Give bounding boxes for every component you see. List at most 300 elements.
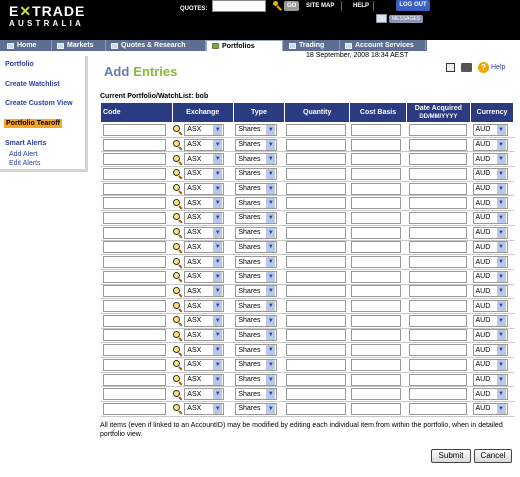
currency-select[interactable] [473, 329, 508, 341]
currency-value: AUD [475, 302, 491, 310]
exchange-cell [172, 343, 233, 358]
col-quantity: Quantity [284, 103, 349, 123]
magnifier-icon[interactable] [173, 272, 182, 281]
date-cell [406, 358, 470, 373]
exchange-select[interactable] [184, 241, 224, 253]
chevron-down-icon: ▼ [214, 273, 221, 280]
type-value: Shares [238, 214, 261, 222]
chevron-down-icon: ▼ [267, 391, 274, 398]
currency-select[interactable] [473, 344, 508, 356]
currency-select[interactable] [473, 271, 508, 283]
cost-basis-input[interactable] [351, 388, 401, 400]
currency-select[interactable] [473, 227, 508, 239]
code-input[interactable] [103, 256, 166, 268]
code-cell [101, 387, 173, 402]
code-cell [101, 181, 173, 196]
date-acquired-input[interactable] [409, 359, 467, 371]
exchange-cell [172, 284, 233, 299]
currency-value: AUD [475, 273, 491, 281]
date-acquired-input[interactable] [409, 124, 467, 136]
quantity-input[interactable] [286, 227, 346, 239]
quantity-input[interactable] [286, 241, 346, 253]
currency-select[interactable] [473, 212, 508, 224]
type-select[interactable] [235, 285, 277, 297]
account-services-icon [345, 43, 352, 49]
quantity-cell [284, 299, 349, 314]
exchange-select[interactable] [184, 315, 224, 327]
currency-value: AUD [475, 243, 491, 251]
exchange-select[interactable] [184, 329, 224, 341]
magnifier-icon[interactable] [173, 258, 182, 267]
type-cell [233, 299, 284, 314]
date-acquired-input[interactable] [409, 329, 467, 341]
chevron-down-icon: ▼ [498, 303, 504, 310]
table-row [101, 402, 514, 417]
date-acquired-input[interactable] [409, 227, 467, 239]
date-cell [406, 284, 470, 299]
type-select[interactable] [235, 197, 277, 209]
code-input[interactable] [103, 168, 166, 180]
currency-value: AUD [475, 126, 491, 134]
exchange-select[interactable] [184, 168, 224, 180]
code-input[interactable] [103, 212, 166, 224]
magnifier-icon[interactable] [173, 169, 182, 178]
datetime: 18 September, 2008 18:34 AEST [306, 52, 409, 59]
code-input[interactable] [103, 139, 166, 151]
quantity-input[interactable] [286, 388, 346, 400]
chevron-down-icon: ▼ [267, 141, 274, 148]
quantity-input[interactable] [286, 344, 346, 356]
sidebar-item-create-watchlist[interactable]: Create Watchlist [5, 81, 60, 88]
type-cell [233, 152, 284, 167]
currency-select[interactable] [473, 315, 508, 327]
magnifier-icon[interactable] [173, 184, 182, 193]
date-acquired-input[interactable] [409, 197, 467, 209]
quantity-input[interactable] [286, 139, 346, 151]
code-input[interactable] [103, 329, 166, 341]
sidebar-item-add-alert[interactable]: Add Alert [9, 151, 38, 158]
date-acquired-input[interactable] [409, 139, 467, 151]
currency-select[interactable] [473, 139, 508, 151]
type-value: Shares [238, 185, 261, 193]
currency-cell [471, 313, 514, 328]
date-acquired-input[interactable] [409, 315, 467, 327]
quantity-input[interactable] [286, 197, 346, 209]
type-cell [233, 328, 284, 343]
type-select[interactable] [235, 153, 277, 165]
exchange-select[interactable] [184, 183, 224, 195]
date-cell [406, 255, 470, 270]
exchange-select[interactable] [184, 300, 224, 312]
date-acquired-input[interactable] [409, 300, 467, 312]
quantity-input[interactable] [286, 300, 346, 312]
exchange-value: ASX [187, 214, 202, 222]
magnifier-icon[interactable] [173, 302, 182, 311]
chevron-down-icon: ▼ [267, 185, 274, 192]
cost-basis-input[interactable] [351, 374, 401, 386]
cost-basis-input[interactable] [351, 271, 401, 283]
quotes-input[interactable] [212, 0, 266, 12]
magnifier-icon[interactable] [173, 140, 182, 149]
tab-quotes-research[interactable] [106, 40, 206, 51]
cost-basis-input[interactable] [351, 183, 401, 195]
type-cell [233, 196, 284, 211]
quantity-input[interactable] [286, 183, 346, 195]
type-select[interactable] [235, 315, 277, 327]
date-cell [406, 372, 470, 387]
magnifier-icon[interactable] [173, 213, 182, 222]
chevron-down-icon: ▼ [267, 126, 274, 133]
type-cell [233, 167, 284, 182]
currency-select[interactable] [473, 124, 508, 136]
magnifier-icon[interactable] [173, 390, 182, 399]
chevron-down-icon: ▼ [214, 317, 221, 324]
date-acquired-input[interactable] [409, 183, 467, 195]
cost-basis-input[interactable] [351, 403, 401, 415]
type-select[interactable] [235, 374, 277, 386]
title-add: Add [104, 64, 130, 79]
type-value: Shares [238, 229, 261, 237]
exchange-cell [172, 328, 233, 343]
exchange-select[interactable] [184, 359, 224, 371]
exchange-select[interactable] [184, 212, 224, 224]
cost-basis-input[interactable] [351, 315, 401, 327]
chevron-down-icon: ▼ [267, 361, 274, 368]
code-cell [101, 211, 173, 226]
magnifier-icon[interactable] [173, 346, 182, 355]
header-bar [0, 0, 520, 40]
cost-basis-input[interactable] [351, 124, 401, 136]
date-cell [406, 402, 470, 417]
date-cell [406, 299, 470, 314]
date-acquired-input[interactable] [409, 153, 467, 165]
table-row [101, 152, 514, 167]
exchange-select[interactable] [184, 197, 224, 209]
tab-home[interactable] [2, 40, 52, 51]
etrade-logo[interactable] [9, 4, 85, 29]
type-cell [233, 269, 284, 284]
tab-portfolios[interactable] [206, 40, 283, 51]
table-row [101, 387, 514, 402]
cost-basis-input[interactable] [351, 227, 401, 239]
code-cell [101, 328, 173, 343]
tab-label: Account Services [355, 42, 414, 49]
messages-icon [376, 14, 387, 23]
type-select[interactable] [235, 359, 277, 371]
date-acquired-input[interactable] [409, 241, 467, 253]
exchange-select[interactable] [184, 271, 224, 283]
quantity-cell [284, 196, 349, 211]
code-input[interactable] [103, 183, 166, 195]
type-select[interactable] [235, 329, 277, 341]
type-select[interactable] [235, 139, 277, 151]
messages-button[interactable] [376, 13, 423, 24]
magnifier-icon[interactable] [173, 404, 182, 413]
pdf-icon[interactable] [446, 63, 455, 72]
type-value: Shares [238, 170, 261, 178]
currency-select[interactable] [473, 241, 508, 253]
sidebar-item-portfolio[interactable]: Portfolio [5, 61, 34, 68]
quantity-input[interactable] [286, 329, 346, 341]
type-select[interactable] [235, 388, 277, 400]
code-input[interactable] [103, 271, 166, 283]
date-acquired-input[interactable] [409, 388, 467, 400]
logout-button[interactable]: LOG OUT [396, 0, 430, 11]
entries-table [100, 102, 514, 417]
type-select[interactable] [235, 344, 277, 356]
tab-account-services[interactable] [340, 40, 426, 51]
cost-basis-input[interactable] [351, 329, 401, 341]
exchange-value: ASX [187, 155, 202, 163]
quantity-input[interactable] [286, 403, 346, 415]
code-input[interactable] [103, 374, 166, 386]
currency-select[interactable] [473, 256, 508, 268]
chevron-down-icon: ▼ [214, 200, 221, 207]
date-acquired-input[interactable] [409, 212, 467, 224]
code-input[interactable] [103, 285, 166, 297]
currency-select[interactable] [473, 197, 508, 209]
cost-basis-input[interactable] [351, 197, 401, 209]
chevron-down-icon: ▼ [214, 405, 221, 412]
exchange-cell [172, 196, 233, 211]
date-acquired-input[interactable] [409, 271, 467, 283]
magnifier-icon[interactable] [173, 375, 182, 384]
chevron-down-icon: ▼ [498, 141, 504, 148]
col-date-acquired-l1: Date Acquired [414, 104, 462, 112]
exchange-select[interactable] [184, 153, 224, 165]
quantity-input[interactable] [286, 374, 346, 386]
quantity-input[interactable] [286, 285, 346, 297]
site-map-link[interactable]: SITE MAP [306, 3, 335, 9]
chevron-down-icon: ▼ [498, 156, 504, 163]
chevron-down-icon: ▼ [498, 376, 504, 383]
type-select[interactable] [235, 183, 277, 195]
main-nav [0, 40, 520, 51]
date-acquired-input[interactable] [409, 344, 467, 356]
cost-cell [350, 269, 406, 284]
type-select[interactable] [235, 212, 277, 224]
cost-basis-input[interactable] [351, 300, 401, 312]
currency-select[interactable] [473, 285, 508, 297]
exchange-select[interactable] [184, 285, 224, 297]
help-link[interactable]: HELP [353, 3, 370, 9]
exchange-select[interactable] [184, 139, 224, 151]
cost-basis-input[interactable] [351, 256, 401, 268]
date-acquired-input[interactable] [409, 374, 467, 386]
table-row [101, 299, 514, 314]
chevron-down-icon: ▼ [214, 332, 221, 339]
table-row [101, 343, 514, 358]
code-input[interactable] [103, 153, 166, 165]
type-select[interactable] [235, 124, 277, 136]
code-input[interactable] [103, 403, 166, 415]
exchange-select[interactable] [184, 374, 224, 386]
exchange-select[interactable] [184, 256, 224, 268]
help-label[interactable]: Help [491, 64, 506, 71]
sidebar-item-smart-alerts[interactable]: Smart Alerts [5, 140, 47, 147]
chevron-down-icon: ▼ [214, 185, 221, 192]
markets-icon [57, 43, 64, 49]
type-value: Shares [238, 376, 261, 384]
magnifier-icon[interactable] [173, 125, 182, 134]
table-row [101, 181, 514, 196]
quantity-input[interactable] [286, 256, 346, 268]
currency-select[interactable] [473, 168, 508, 180]
submit-button[interactable]: Submit [431, 449, 471, 463]
tab-label: Trading [299, 42, 325, 49]
date-cell [406, 240, 470, 255]
currency-select[interactable] [473, 374, 508, 386]
code-input[interactable] [103, 197, 166, 209]
code-cell [101, 402, 173, 417]
exchange-cell [172, 358, 233, 373]
code-input[interactable] [103, 227, 166, 239]
cost-basis-input[interactable] [351, 241, 401, 253]
cost-basis-input[interactable] [351, 168, 401, 180]
type-select[interactable] [235, 227, 277, 239]
currency-cell [471, 343, 514, 358]
exchange-select[interactable] [184, 344, 224, 356]
type-select[interactable] [235, 168, 277, 180]
type-select[interactable] [235, 256, 277, 268]
cost-cell [350, 387, 406, 402]
magnifier-icon[interactable] [173, 199, 182, 208]
exchange-select[interactable] [184, 124, 224, 136]
currency-cell [471, 269, 514, 284]
quantity-input[interactable] [286, 359, 346, 371]
currency-value: AUD [475, 405, 491, 413]
chevron-down-icon: ▼ [214, 229, 221, 236]
header-divider [373, 1, 374, 11]
magnifier-icon[interactable] [173, 316, 182, 325]
tab-trading[interactable] [284, 40, 340, 51]
currency-select[interactable] [473, 403, 508, 415]
cancel-button[interactable]: Cancel [474, 449, 512, 463]
cost-basis-input[interactable] [351, 359, 401, 371]
cost-basis-input[interactable] [351, 212, 401, 224]
cost-basis-input[interactable] [351, 153, 401, 165]
type-value: Shares [238, 331, 261, 339]
exchange-select[interactable] [184, 388, 224, 400]
currency-select[interactable] [473, 388, 508, 400]
table-row [101, 328, 514, 343]
print-icon[interactable] [461, 63, 472, 72]
cost-basis-input[interactable] [351, 285, 401, 297]
exchange-select[interactable] [184, 403, 224, 415]
type-value: Shares [238, 317, 261, 325]
quantity-input[interactable] [286, 124, 346, 136]
exchange-value: ASX [187, 302, 202, 310]
col-date-acquired [406, 103, 470, 123]
exchange-cell [172, 387, 233, 402]
code-input[interactable] [103, 300, 166, 312]
date-cell [406, 181, 470, 196]
magnifier-icon[interactable] [173, 155, 182, 164]
type-cell [233, 387, 284, 402]
type-select[interactable] [235, 271, 277, 283]
type-select[interactable] [235, 241, 277, 253]
chevron-down-icon: ▼ [267, 347, 274, 354]
chevron-down-icon: ▼ [498, 214, 504, 221]
currency-select[interactable] [473, 153, 508, 165]
exchange-value: ASX [187, 126, 202, 134]
quantity-cell [284, 211, 349, 226]
sidebar-item-edit-alerts[interactable]: Edit Alerts [9, 160, 41, 167]
cost-basis-input[interactable] [351, 344, 401, 356]
magnifier-icon[interactable] [173, 360, 182, 369]
type-cell [233, 123, 284, 138]
date-acquired-input[interactable] [409, 168, 467, 180]
currency-select[interactable] [473, 183, 508, 195]
code-input[interactable] [103, 124, 166, 136]
chevron-down-icon: ▼ [267, 332, 274, 339]
quantity-cell [284, 181, 349, 196]
currency-cell [471, 152, 514, 167]
go-button[interactable] [273, 0, 299, 12]
code-cell [101, 167, 173, 182]
chevron-down-icon: ▼ [214, 156, 221, 163]
col-exchange: Exchange [172, 103, 233, 123]
date-acquired-input[interactable] [409, 256, 467, 268]
quantity-input[interactable] [286, 315, 346, 327]
chevron-down-icon: ▼ [267, 405, 274, 412]
magnifier-icon[interactable] [173, 287, 182, 296]
quantity-cell [284, 255, 349, 270]
tab-markets[interactable] [52, 40, 106, 51]
code-input[interactable] [103, 241, 166, 253]
col-date-acquired-l2: DD/MM/YYYY [419, 113, 458, 120]
type-value: Shares [238, 258, 261, 266]
type-select[interactable] [235, 403, 277, 415]
help-icon[interactable]: ? [478, 62, 489, 73]
sidebar-item-create-custom-view[interactable]: Create Custom View [5, 100, 73, 107]
home-icon [7, 43, 14, 49]
code-input[interactable] [103, 388, 166, 400]
currency-select[interactable] [473, 359, 508, 371]
exchange-cell [172, 299, 233, 314]
exchange-value: ASX [187, 258, 202, 266]
magnifier-icon[interactable] [173, 228, 182, 237]
code-input[interactable] [103, 359, 166, 371]
exchange-cell [172, 402, 233, 417]
chevron-down-icon: ▼ [214, 244, 221, 251]
magnifier-icon[interactable] [173, 331, 182, 340]
chevron-down-icon: ▼ [498, 361, 504, 368]
quantity-input[interactable] [286, 271, 346, 283]
code-input[interactable] [103, 344, 166, 356]
type-cell [233, 211, 284, 226]
code-cell [101, 269, 173, 284]
sidebar-item-portfolio-tearoff[interactable]: Portfolio Tearoff [6, 120, 60, 127]
type-cell [233, 402, 284, 417]
date-acquired-input[interactable] [409, 403, 467, 415]
cost-cell [350, 211, 406, 226]
code-input[interactable] [103, 315, 166, 327]
cost-basis-input[interactable] [351, 139, 401, 151]
chevron-down-icon: ▼ [498, 332, 504, 339]
date-acquired-input[interactable] [409, 285, 467, 297]
exchange-value: ASX [187, 405, 202, 413]
type-cell [233, 255, 284, 270]
magnifier-icon[interactable] [173, 243, 182, 252]
table-row [101, 358, 514, 373]
quantity-input[interactable] [286, 212, 346, 224]
currency-select[interactable] [473, 300, 508, 312]
quantity-input[interactable] [286, 168, 346, 180]
quantity-input[interactable] [286, 153, 346, 165]
exchange-select[interactable] [184, 227, 224, 239]
type-select[interactable] [235, 300, 277, 312]
